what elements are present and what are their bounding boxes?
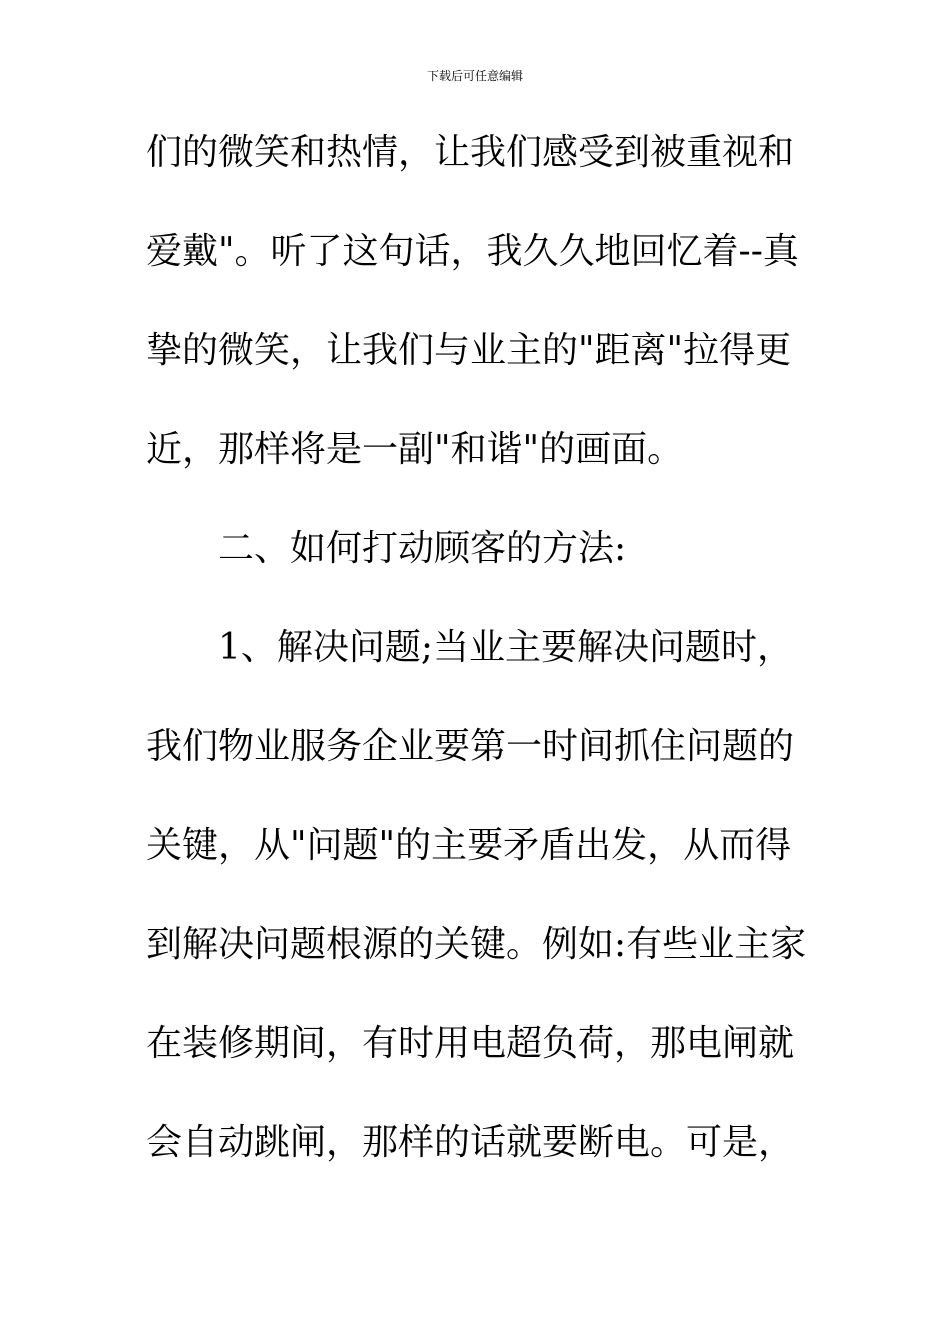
text-line: 挚的微笑，让我们与业主的"距离"拉得更 xyxy=(146,330,792,371)
text-line: 爱戴"。听了这句话，我久久地回忆着--真 xyxy=(146,231,799,272)
text-line: 我们物业服务企业要第一时间抓住问题的 xyxy=(146,726,795,767)
text-line: 在装修期间，有时用电超负荷，那电闸就 xyxy=(146,1023,795,1064)
text-line: 会自动跳闸，那样的话就要断电。可是， xyxy=(146,1122,795,1163)
text-line: 1、解决问题;当业主要解决问题时， xyxy=(218,627,794,668)
text-line: 们的微笑和热情，让我们感受到被重视和 xyxy=(146,132,795,173)
page-header: 下载后可任意编辑 xyxy=(426,69,523,83)
document-body xyxy=(146,127,807,1216)
text-line: 到解决问题根源的关键。例如:有些业主家 xyxy=(146,924,807,965)
text-line: 近，那样将是一副"和谐"的画面。 xyxy=(146,429,684,470)
text-line: 关键，从"问题"的主要矛盾出发，从而得 xyxy=(146,825,792,866)
section-heading: 二、如何打动顾客的方法: xyxy=(218,528,627,569)
